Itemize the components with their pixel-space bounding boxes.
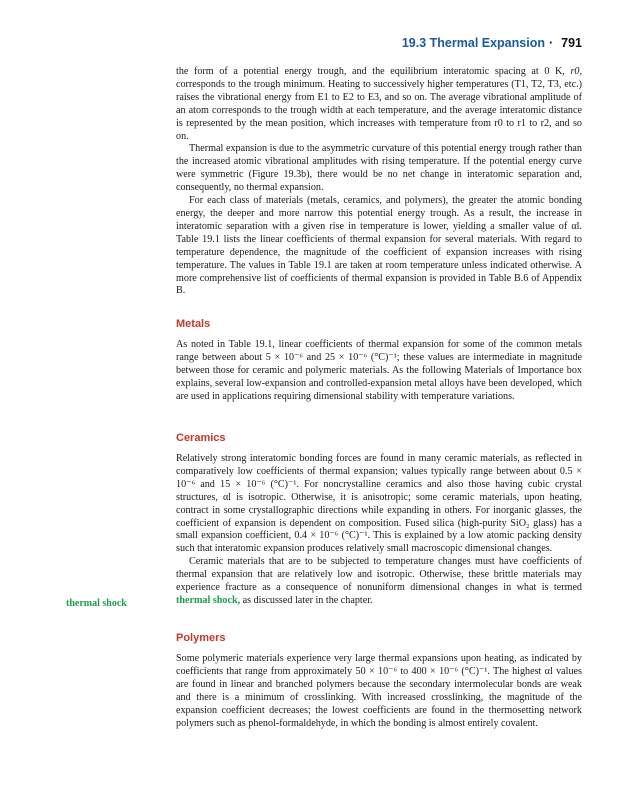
intro-paragraph-2: Thermal expansion is due to the asymmetric curvature of this potential energy trough rather than the increased atomic vibrational amplitudes with rising temperature. If the potential energy curve were symmetric (Figure 19.3b), there would be no net change in interatomic separation and, consequently, no thermal expansion. xyxy=(176,143,582,194)
polymers-heading: Polymers xyxy=(176,632,226,644)
section-title: 19.3 Thermal Expansion xyxy=(401,36,545,50)
metals-heading: Metals xyxy=(176,318,211,330)
glossary-term-thermal-shock: thermal shock, xyxy=(176,594,241,606)
running-header xyxy=(0,0,638,60)
margin-glossary-term: thermal shock xyxy=(66,598,127,609)
header-text xyxy=(402,36,582,50)
ceramics-heading: Ceramics xyxy=(176,432,226,444)
page-number: 791 xyxy=(561,36,582,50)
metals-section xyxy=(176,318,582,404)
intro-paragraph-1: the form of a potential energy trough, and the equilibrium interatomic spacing at 0 K, r0, corresponds to the trough minimum. Heating to successively higher temperatures (T1, T2, T3, etc.) raises the vibrational energy from E1 to E2 to E3, and so on. The average vibrational amplitude of an atom corresponds to the trough width at each temperature, and the average interatomic distance is represented by the mean position, which increases with temperature from r0 to r1 to r2, and so on. xyxy=(176,66,582,142)
intro-block xyxy=(176,66,582,298)
ceramics-paragraph-1: Relatively strong interatomic bonding forces are found in many ceramic materials, as reflected in comparatively low coefficients of thermal expansion; values typically range between about 0.5 × 10⁻⁶ and 15 × 10⁻⁶ (°C)⁻¹. For noncrystalline ceramics and also those having cubic crystal structures, αl is isotropic. Otherwise, it is anisotropic; some ceramic materials, upon heating, contract in some crystallographic directions while expanding in others. For inorganic glasses, the coefficient of expansion is dependent on composition. Fused silica (high-purity SiO₂ glass) has a small expansion coefficient, 0.4 × 10⁻⁶ (°C)⁻¹. This is explained by a low atomic packing density such that interatomic expansion produces relatively small macroscopic dimensional changes. xyxy=(176,453,582,555)
polymers-paragraph: Some polymeric materials experience very large thermal expansions upon heating, as indicated by coefficients that range from approximately 50 × 10⁻⁶ to 400 × 10⁻⁶ (°C)⁻¹. The highest αl values are found in linear and branched polymers because the secondary intermolecular bonds are weak and there is a minimum of crosslinking. With increased crosslinking, the magnitude of the expansion coefficient decreases; the lowest coefficients are found in the thermosetting network polymers such as phenol-formaldehyde, in which the bonding is almost entirely covalent. xyxy=(176,653,582,729)
intro-paragraph-3: For each class of materials (metals, ceramics, and polymers), the greater the atomic bonding energy, the deeper and more narrow this potential energy trough. As a result, the increase in interatomic separation with a given rise in temperature is lower, yielding a smaller value of αl. Table 19.1 lists the linear coefficients of thermal expansion for several materials. With regard to temperature dependence, the magnitude of the coefficient of expansion increases with rising temperature. The values in Table 19.1 are taken at room temperature unless indicated otherwise. A more comprehensive list of coefficients of thermal expansion is provided in Table B.6 of Appendix B. xyxy=(176,195,582,297)
polymers-section xyxy=(176,632,582,730)
metals-paragraph: As noted in Table 19.1, linear coefficients of thermal expansion for some of the common metals range between about 5 × 10⁻⁶ and 25 × 10⁻⁶ (°C)⁻¹; these values are intermediate in magnitude between those for ceramic and polymeric materials. As the following Materials of Importance box explains, several low-expansion and controlled-expansion metal alloys have been developed, which are used in applications requiring dimensional stability with temperature variations. xyxy=(176,339,582,402)
ceramics-section xyxy=(176,432,582,608)
header-separator: · xyxy=(548,36,554,50)
ceramics-paragraph-2: Ceramic materials that are to be subjected to temperature changes must have coefficients of thermal expansion that are relatively low and isotropic. Otherwise, these brittle materials may experience fracture as a consequence of nonuniform dimensional changes in what is termed thermal shock, as discussed later in the chapter. xyxy=(176,556,582,606)
